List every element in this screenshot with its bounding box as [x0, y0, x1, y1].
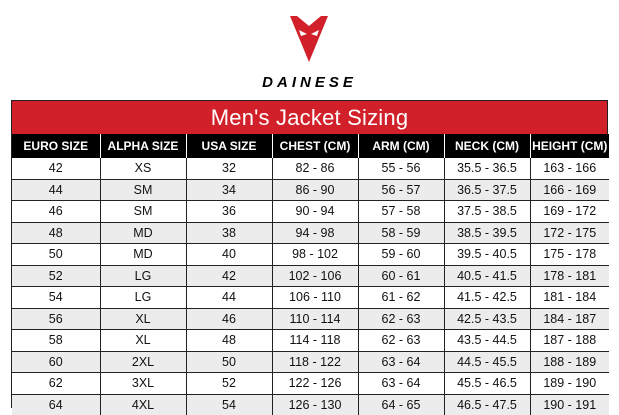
table-row [12, 308, 609, 330]
header-usa-size: USA SIZE [186, 134, 272, 158]
cell-neck: 41.5 - 42.5 [444, 287, 530, 309]
cell-arm: 55 - 56 [358, 158, 444, 179]
table-row [12, 222, 609, 244]
cell-usa-size: 38 [186, 222, 272, 244]
cell-height: 178 - 181 [530, 265, 609, 287]
cell-neck: 35.5 - 36.5 [444, 158, 530, 179]
table-row [12, 158, 609, 179]
cell-chest: 110 - 114 [272, 308, 358, 330]
cell-chest: 82 - 86 [272, 158, 358, 179]
cell-arm: 61 - 62 [358, 287, 444, 309]
cell-usa-size: 32 [186, 158, 272, 179]
cell-euro-size: 58 [12, 330, 100, 352]
cell-euro-size: 46 [12, 201, 100, 223]
cell-height: 190 - 191 [530, 394, 609, 415]
cell-euro-size: 64 [12, 394, 100, 415]
header-arm: ARM (CM) [358, 134, 444, 158]
cell-usa-size: 42 [186, 265, 272, 287]
cell-chest: 98 - 102 [272, 244, 358, 266]
cell-alpha-size: 3XL [100, 373, 186, 395]
table-row [12, 373, 609, 395]
cell-arm: 63 - 64 [358, 373, 444, 395]
sizing-table [12, 134, 609, 415]
cell-chest: 106 - 110 [272, 287, 358, 309]
cell-height: 189 - 190 [530, 373, 609, 395]
cell-arm: 63 - 64 [358, 351, 444, 373]
table-row [12, 351, 609, 373]
cell-arm: 60 - 61 [358, 265, 444, 287]
cell-alpha-size: LG [100, 287, 186, 309]
cell-alpha-size: SM [100, 179, 186, 201]
header-height: HEIGHT (CM) [530, 134, 609, 158]
cell-alpha-size: LG [100, 265, 186, 287]
header-alpha-size: ALPHA SIZE [100, 134, 186, 158]
header-chest: CHEST (CM) [272, 134, 358, 158]
cell-arm: 62 - 63 [358, 330, 444, 352]
cell-arm: 56 - 57 [358, 179, 444, 201]
cell-usa-size: 54 [186, 394, 272, 415]
cell-height: 181 - 184 [530, 287, 609, 309]
table-row [12, 179, 609, 201]
cell-neck: 39.5 - 40.5 [444, 244, 530, 266]
cell-neck: 37.5 - 38.5 [444, 201, 530, 223]
table-body [12, 158, 609, 415]
table-row [12, 265, 609, 287]
table-row [12, 394, 609, 415]
cell-euro-size: 56 [12, 308, 100, 330]
cell-euro-size: 48 [12, 222, 100, 244]
cell-height: 163 - 166 [530, 158, 609, 179]
chart-title: Men's Jacket Sizing [12, 101, 607, 134]
cell-euro-size: 42 [12, 158, 100, 179]
table-row [12, 330, 609, 352]
cell-usa-size: 50 [186, 351, 272, 373]
brand-header [0, 0, 619, 100]
cell-arm: 62 - 63 [358, 308, 444, 330]
cell-alpha-size: XL [100, 308, 186, 330]
cell-alpha-size: MD [100, 222, 186, 244]
cell-euro-size: 60 [12, 351, 100, 373]
cell-alpha-size: 4XL [100, 394, 186, 415]
cell-chest: 114 - 118 [272, 330, 358, 352]
dainese-devil-logo-icon [288, 14, 330, 64]
cell-euro-size: 52 [12, 265, 100, 287]
cell-neck: 40.5 - 41.5 [444, 265, 530, 287]
cell-neck: 43.5 - 44.5 [444, 330, 530, 352]
cell-chest: 126 - 130 [272, 394, 358, 415]
cell-height: 172 - 175 [530, 222, 609, 244]
cell-euro-size: 44 [12, 179, 100, 201]
cell-height: 187 - 188 [530, 330, 609, 352]
header-row [12, 134, 609, 158]
cell-usa-size: 34 [186, 179, 272, 201]
header-euro-size: EURO SIZE [12, 134, 100, 158]
header-neck: NECK (CM) [444, 134, 530, 158]
cell-euro-size: 54 [12, 287, 100, 309]
brand-wordmark: DAINESE [262, 74, 357, 91]
cell-height: 188 - 189 [530, 351, 609, 373]
cell-chest: 102 - 106 [272, 265, 358, 287]
cell-neck: 42.5 - 43.5 [444, 308, 530, 330]
table-row [12, 201, 609, 223]
cell-neck: 44.5 - 45.5 [444, 351, 530, 373]
cell-chest: 118 - 122 [272, 351, 358, 373]
table-row [12, 287, 609, 309]
table-row [12, 244, 609, 266]
cell-usa-size: 40 [186, 244, 272, 266]
cell-chest: 94 - 98 [272, 222, 358, 244]
cell-usa-size: 52 [186, 373, 272, 395]
cell-height: 184 - 187 [530, 308, 609, 330]
cell-neck: 46.5 - 47.5 [444, 394, 530, 415]
cell-usa-size: 48 [186, 330, 272, 352]
cell-alpha-size: 2XL [100, 351, 186, 373]
cell-chest: 122 - 126 [272, 373, 358, 395]
sizing-chart [11, 100, 608, 412]
cell-euro-size: 50 [12, 244, 100, 266]
cell-alpha-size: SM [100, 201, 186, 223]
cell-arm: 57 - 58 [358, 201, 444, 223]
cell-arm: 59 - 60 [358, 244, 444, 266]
cell-alpha-size: XL [100, 330, 186, 352]
cell-arm: 64 - 65 [358, 394, 444, 415]
cell-neck: 36.5 - 37.5 [444, 179, 530, 201]
cell-usa-size: 36 [186, 201, 272, 223]
cell-usa-size: 46 [186, 308, 272, 330]
cell-neck: 38.5 - 39.5 [444, 222, 530, 244]
cell-arm: 58 - 59 [358, 222, 444, 244]
cell-usa-size: 44 [186, 287, 272, 309]
cell-height: 169 - 172 [530, 201, 609, 223]
cell-height: 175 - 178 [530, 244, 609, 266]
cell-euro-size: 62 [12, 373, 100, 395]
cell-alpha-size: MD [100, 244, 186, 266]
cell-chest: 90 - 94 [272, 201, 358, 223]
cell-chest: 86 - 90 [272, 179, 358, 201]
cell-neck: 45.5 - 46.5 [444, 373, 530, 395]
cell-height: 166 - 169 [530, 179, 609, 201]
cell-alpha-size: XS [100, 158, 186, 179]
